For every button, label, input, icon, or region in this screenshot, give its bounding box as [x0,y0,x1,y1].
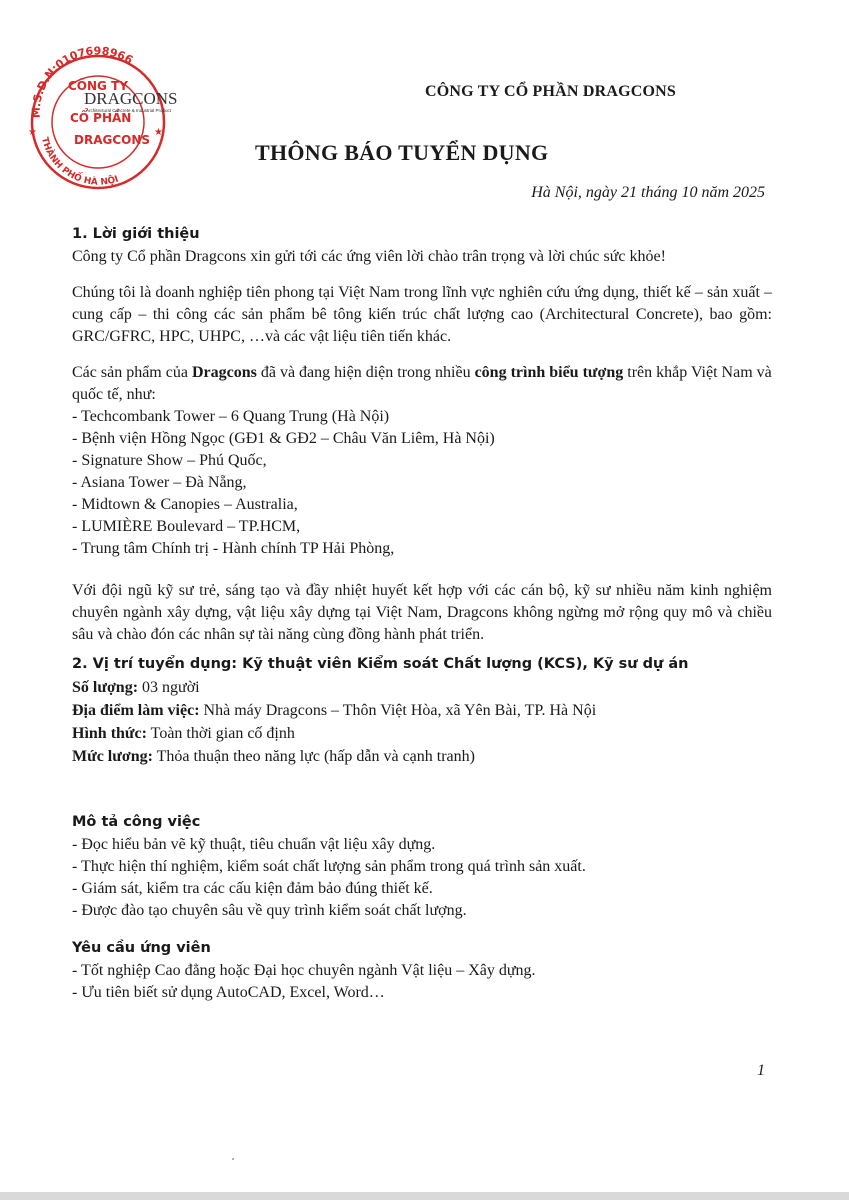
stamp-inner-line2: CỔ PHẦN [70,111,132,125]
list-item: - Ưu tiên biết sử dụng AutoCAD, Excel, Word… [72,984,385,1001]
page-number: 1 [757,1062,765,1079]
list-item: - Giám sát, kiểm tra các cấu kiện đảm bảo đúng thiết kế. [72,880,433,897]
company-name: CÔNG TY CỔ PHẦN DRAGCONS [425,83,677,100]
employment-type-row: Hình thức: Toàn thời gian cố định [72,725,295,742]
section-intro-heading: 1. Lời giới thiệu [72,226,200,242]
list-item: - Midtown & Canopies – Australia, [72,496,298,513]
company-seal-stamp [12,40,192,190]
salary-row: Mức lương: Thỏa thuận theo năng lực (hấp dẫn và cạnh tranh) [72,748,475,765]
about-paragraph: Chúng tôi là doanh nghiệp tiên phong tại Việt Nam trong lĩnh vực nghiên cứu ứng dụng, thiết kế – sản xuất – cung cấp – thi công các sản phẩm bê tông kiến trúc chất lượng cao (Architectural Concrete), bao gồm: GRC/GFRC, HPC, UHPC, …và các vật liệu tiên tiến khác. [72,284,772,345]
team-paragraph: Với đội ngũ kỹ sư trẻ, sáng tạo và đầy nhiệt huyết kết hợp với các cán bộ, kỹ sư nhiều năm kinh nghiệm chuyên ngành xây dựng, vật liệu xây dựng tại Việt Nam, Dragcons không ngừng mở rộng quy mô và chiều sâu và chào đón các nhân sự tài năng cùng đồng hành phát triển. [72,582,772,643]
greeting-paragraph: Công ty Cổ phần Dragcons xin gửi tới các ứng viên lời chào trân trọng và lời chúc sức khỏe! [72,248,666,265]
list-item: - Thực hiện thí nghiệm, kiểm soát chất lượng sản phẩm trong quá trình sản xuất. [72,858,586,875]
job-description-heading: Mô tả công việc [72,814,201,830]
list-item: - Signature Show – Phú Quốc, [72,452,267,469]
location-row: Địa điểm làm việc: Nhà máy Dragcons – Thôn Việt Hòa, xã Yên Bài, TP. Hà Nội [72,702,597,719]
page-bottom-shade [0,1192,849,1200]
svg-text:Architectural Concrete & Indus: Architectural Concrete & Industrial Product [86,108,172,113]
list-item: - LUMIÈRE Boulevard – TP.HCM, [72,518,301,535]
list-item: - Asiana Tower – Đà Nẵng, [72,474,247,491]
svg-text:★: ★ [154,127,163,138]
stamp-ring-text: M.S.D.N:0107698966 [29,44,136,119]
stamp-inner-line1: CÔNG TY [68,79,128,93]
brand-name: Dragcons [191,364,257,381]
list-item: - Được đào tạo chuyên sâu về quy trình kiểm soát chất lượng. [72,902,467,919]
stamp-bottom-text: THÀNH PHỐ HÀ NỘI [39,136,120,188]
list-item: - Đọc hiểu bản vẽ kỹ thuật, tiêu chuẩn vật liệu xây dựng. [72,836,436,853]
stamp-inner-line3: DRAGCONS [74,133,151,147]
job-description-list [72,834,772,922]
requirements-list [72,960,772,1004]
project-list [72,406,772,560]
list-item: - Trung tâm Chính trị - Hành chính TP Hải Phòng, [72,540,395,557]
products-paragraph: Các sản phẩm của Dragcons đã và đang hiện diện trong nhiều công trình biểu tượng trên khắp Việt Nam và quốc tế, như: [72,364,772,403]
dragcons-logo [84,89,178,113]
highlight-text: công trình biểu tượng [474,364,624,381]
list-item: - Tốt nghiệp Cao đẳng hoặc Đại học chuyên ngành Vật liệu – Xây dựng. [72,962,536,979]
list-item: - Bệnh viện Hồng Ngọc (GĐ1 & GĐ2 – Châu Văn Liêm, Hà Nội) [72,430,495,447]
quantity-row: Số lượng: 03 người [72,679,200,696]
requirements-heading: Yêu cầu ứng viên [72,940,211,956]
list-item: - Techcombank Tower – 6 Quang Trung (Hà Nội) [72,408,390,425]
issue-date: Hà Nội, ngày 21 tháng 10 năm 2025 [531,184,765,201]
svg-text:★: ★ [28,127,37,138]
scan-speck [232,1158,234,1160]
document-body [72,222,772,1004]
svg-text:DRAGCONS: DRAGCONS [84,89,178,108]
position-details [72,676,772,768]
document-title: THÔNG BÁO TUYỂN DỤNG [255,140,549,165]
section-position-heading: 2. Vị trí tuyển dụng: Kỹ thuật viên Kiểm soát Chất lượng (KCS), Kỹ sư dự án [72,656,689,672]
